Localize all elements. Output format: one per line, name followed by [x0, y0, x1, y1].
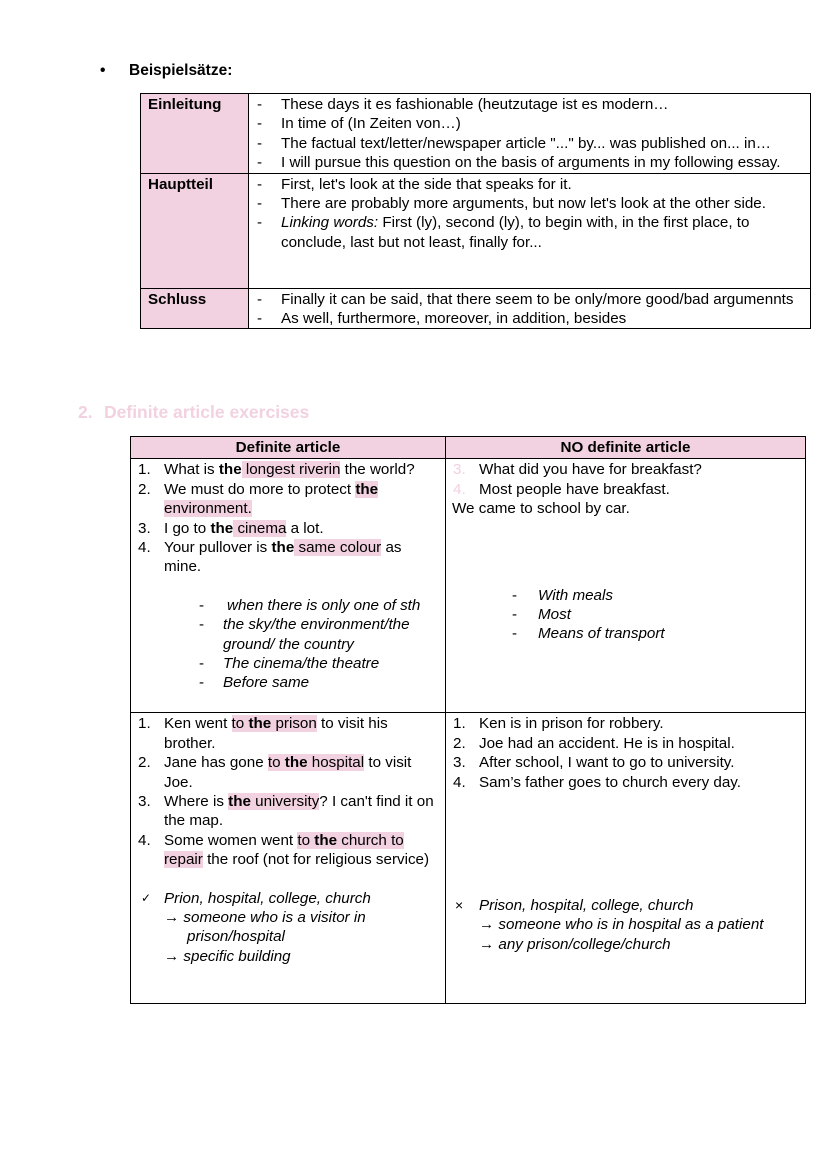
table-row	[131, 459, 806, 713]
text: a lot.	[286, 519, 324, 537]
list-item	[249, 213, 810, 252]
no-definite-note	[452, 896, 799, 954]
article: the	[355, 480, 379, 498]
phrase-list	[249, 290, 810, 329]
text: Some women went	[164, 831, 298, 849]
definite-article-table	[130, 436, 806, 1004]
row-content	[249, 94, 811, 174]
highlight: to	[297, 831, 315, 849]
text: Jane has gone	[164, 754, 268, 772]
article: the	[218, 461, 242, 479]
text: We must do more to protect	[164, 480, 356, 498]
list-item: - I will pursue this question on the basis of arguments in my following essay.	[249, 153, 810, 172]
spacer	[137, 870, 439, 889]
list-item: - Finally it can be said, that there seem to be only/more good/bad argumennts	[249, 290, 810, 309]
list-item: - Before same	[137, 673, 439, 692]
heading-text: Beispielsätze:	[129, 62, 233, 79]
list-item: - Most	[452, 605, 799, 624]
list-item: - the sky/the environment/the ground/ the country	[137, 615, 439, 654]
list-item	[137, 714, 439, 753]
phrase-row-schluss	[141, 288, 811, 329]
table-row	[131, 713, 806, 1004]
header-definite: Definite article	[131, 437, 446, 459]
example-list	[452, 460, 799, 499]
cell-no-definite-examples	[446, 459, 806, 713]
text: ? I can't find it on the map.	[164, 793, 434, 830]
highlight: cinema	[233, 519, 287, 537]
list-item: After school, I want to go to university.	[479, 754, 735, 772]
row-label: Hauptteil	[141, 173, 249, 288]
header-row	[131, 437, 806, 459]
list-item: - Means of transport	[452, 624, 799, 643]
list-item	[137, 753, 439, 792]
note-title: Prion, hospital, college, church	[164, 889, 371, 907]
article: the	[210, 519, 234, 537]
list-item: Joe had an accident. He is in hospital.	[479, 734, 735, 752]
note-line: → any prison/college/church	[479, 935, 671, 953]
list-item: - when there is only one of sth	[137, 596, 439, 615]
note-line: → someone who is in hospital as a patient	[479, 916, 764, 934]
spacer	[137, 577, 439, 596]
list-item	[137, 519, 439, 538]
row-label: Schluss	[141, 288, 249, 329]
text: I go to	[164, 519, 211, 537]
list-item: - With meals	[452, 586, 799, 605]
article: the	[248, 715, 272, 733]
rule-list	[137, 596, 439, 693]
list-item: - The factual text/letter/newspaper article "..." by... was published on... in…	[249, 134, 810, 153]
section-number: 2.	[78, 402, 93, 422]
list-item: - These days it es fashionable (heutzutage ist es modern…	[249, 95, 810, 114]
highlight: church to repair	[164, 831, 404, 869]
cell-definite-examples	[131, 459, 446, 713]
spacer	[452, 792, 799, 896]
cell-no-definite-examples	[446, 713, 806, 1004]
text: the world?	[340, 461, 415, 479]
check-icon: ✓	[141, 890, 152, 905]
section-heading	[78, 403, 309, 422]
row-content	[249, 173, 811, 288]
highlight: same colour	[294, 539, 382, 557]
phrases-table	[140, 93, 811, 329]
phrase-list	[249, 95, 810, 173]
example-list	[137, 460, 439, 576]
phrase-row-einleitung	[141, 94, 811, 174]
list-item: - As well, furthermore, moreover, in addition, besides	[249, 309, 810, 328]
list-item	[137, 460, 439, 479]
phrase-row-hauptteil	[141, 173, 811, 288]
note-line: → specific building	[164, 947, 291, 965]
beispielsaetze-heading	[100, 61, 232, 80]
highlight: prison	[271, 715, 317, 733]
phrase-list	[249, 175, 810, 253]
list-item: What did you have for breakfast?	[479, 461, 702, 479]
highlight: longest riverin	[241, 461, 341, 479]
bullet-dot: •	[100, 62, 106, 79]
text: the roof (not for religious service)	[202, 851, 430, 869]
text: Where is	[164, 793, 229, 811]
note-line: → someone who is a visitor in prison/hospital	[164, 909, 366, 946]
text: What is	[164, 461, 219, 479]
spacer	[452, 519, 799, 586]
list-item	[137, 831, 439, 870]
row-label: Einleitung	[141, 94, 249, 174]
article: the	[284, 754, 308, 772]
linking-words-lead: Linking words:	[281, 214, 379, 232]
cross-icon: ×	[455, 897, 464, 914]
list-item: Sam’s father goes to church every day.	[479, 773, 741, 791]
article: the	[271, 539, 295, 557]
list-item: - There are probably more arguments, but now let's look at the other side.	[249, 194, 810, 213]
text: Ken went	[164, 715, 232, 733]
text: as mine.	[164, 539, 402, 576]
list-item: Ken is in prison for robbery.	[479, 715, 664, 733]
text: Your pullover is	[164, 539, 272, 557]
article: the	[314, 831, 338, 849]
highlight: hospital	[307, 754, 365, 772]
list-item: Most people have breakfast.	[479, 480, 670, 498]
text: to visit his brother.	[164, 715, 388, 752]
highlight: to	[231, 715, 249, 733]
list-item: - First, let's look at the side that speaks for it.	[249, 175, 810, 194]
cell-definite-examples	[131, 713, 446, 1004]
list-item	[137, 538, 439, 577]
highlight: to	[267, 754, 285, 772]
list-item: - In time of (In Zeiten von…)	[249, 114, 810, 133]
note-title: Prison, hospital, college, church	[479, 897, 694, 915]
linking-words-text: First (ly), second (ly), to begin with, in the first place, to conclude, last but not least, finally for...	[281, 214, 750, 251]
highlight: environment.	[164, 500, 252, 518]
rule-list	[452, 586, 799, 644]
list-item	[137, 792, 439, 831]
highlight: university	[250, 793, 320, 811]
section-title: Definite article exercises	[104, 402, 310, 422]
example-list	[452, 714, 799, 792]
list-item: - The cinema/the theatre	[137, 654, 439, 673]
article: the	[228, 793, 251, 811]
extra-example: We came to school by car.	[452, 500, 630, 518]
header-no-definite: NO definite article	[446, 437, 806, 459]
definite-note	[137, 889, 439, 967]
example-list	[137, 714, 439, 869]
row-content	[249, 288, 811, 329]
list-item	[137, 480, 439, 519]
text: to visit Joe.	[164, 754, 412, 791]
